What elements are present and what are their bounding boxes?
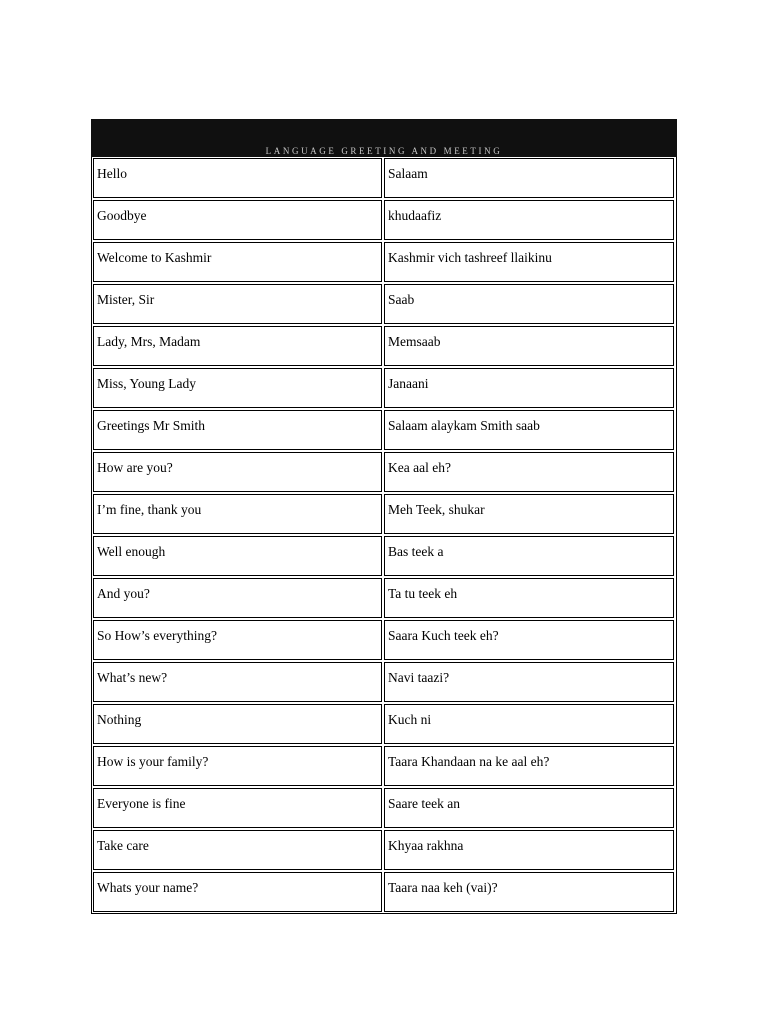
kashmiri-phrase-cell: Salaam alaykam Smith saab	[384, 410, 674, 450]
english-phrase-cell: How are you?	[93, 452, 382, 492]
english-phrase-cell: And you?	[93, 578, 382, 618]
table-row	[93, 368, 675, 408]
kashmiri-phrase-cell: Kuch ni	[384, 704, 674, 744]
kashmiri-phrase-cell: Bas teek a	[384, 536, 674, 576]
table-title: LANGUAGE GREETING AND MEETING	[265, 146, 503, 156]
english-phrase-cell: So How’s everything?	[93, 620, 382, 660]
table-row	[93, 788, 675, 828]
kashmiri-phrase-cell: Kea aal eh?	[384, 452, 674, 492]
english-phrase-cell: Take care	[93, 830, 382, 870]
table-row	[93, 284, 675, 324]
english-phrase-cell: Everyone is fine	[93, 788, 382, 828]
kashmiri-phrase-cell: khudaafiz	[384, 200, 674, 240]
table-row	[93, 242, 675, 282]
kashmiri-phrase-cell: Memsaab	[384, 326, 674, 366]
table-row	[93, 830, 675, 870]
english-phrase-cell: Nothing	[93, 704, 382, 744]
kashmiri-phrase-cell: Meh Teek, shukar	[384, 494, 674, 534]
english-phrase-cell: What’s new?	[93, 662, 382, 702]
table-row	[93, 872, 675, 912]
phrase-table	[91, 119, 677, 914]
kashmiri-phrase-cell: Kashmir vich tashreef llaikinu	[384, 242, 674, 282]
english-phrase-cell: Lady, Mrs, Madam	[93, 326, 382, 366]
english-phrase-cell: Welcome to Kashmir	[93, 242, 382, 282]
table-row	[93, 494, 675, 534]
table-row	[93, 200, 675, 240]
english-phrase-cell: Greetings Mr Smith	[93, 410, 382, 450]
kashmiri-phrase-cell: Taara Khandaan na ke aal eh?	[384, 746, 674, 786]
kashmiri-phrase-cell: Janaani	[384, 368, 674, 408]
kashmiri-phrase-cell: Saara Kuch teek eh?	[384, 620, 674, 660]
table-row	[93, 326, 675, 366]
english-phrase-cell: Mister, Sir	[93, 284, 382, 324]
english-phrase-cell: Miss, Young Lady	[93, 368, 382, 408]
kashmiri-phrase-cell: Saare teek an	[384, 788, 674, 828]
english-phrase-cell: Whats your name?	[93, 872, 382, 912]
english-phrase-cell: Well enough	[93, 536, 382, 576]
kashmiri-phrase-cell: Ta tu teek eh	[384, 578, 674, 618]
table-row	[93, 662, 675, 702]
table-body	[91, 157, 677, 914]
table-header-bar	[91, 119, 677, 157]
kashmiri-phrase-cell: Salaam	[384, 158, 674, 198]
kashmiri-phrase-cell: Navi taazi?	[384, 662, 674, 702]
table-row	[93, 746, 675, 786]
table-row	[93, 536, 675, 576]
table-row	[93, 704, 675, 744]
english-phrase-cell: I’m fine, thank you	[93, 494, 382, 534]
table-row	[93, 452, 675, 492]
table-row	[93, 578, 675, 618]
english-phrase-cell: Goodbye	[93, 200, 382, 240]
table-row	[93, 620, 675, 660]
table-row	[93, 410, 675, 450]
english-phrase-cell: How is your family?	[93, 746, 382, 786]
english-phrase-cell: Hello	[93, 158, 382, 198]
table-row	[93, 158, 675, 198]
kashmiri-phrase-cell: Taara naa keh (vai)?	[384, 872, 674, 912]
kashmiri-phrase-cell: Khyaa rakhna	[384, 830, 674, 870]
kashmiri-phrase-cell: Saab	[384, 284, 674, 324]
